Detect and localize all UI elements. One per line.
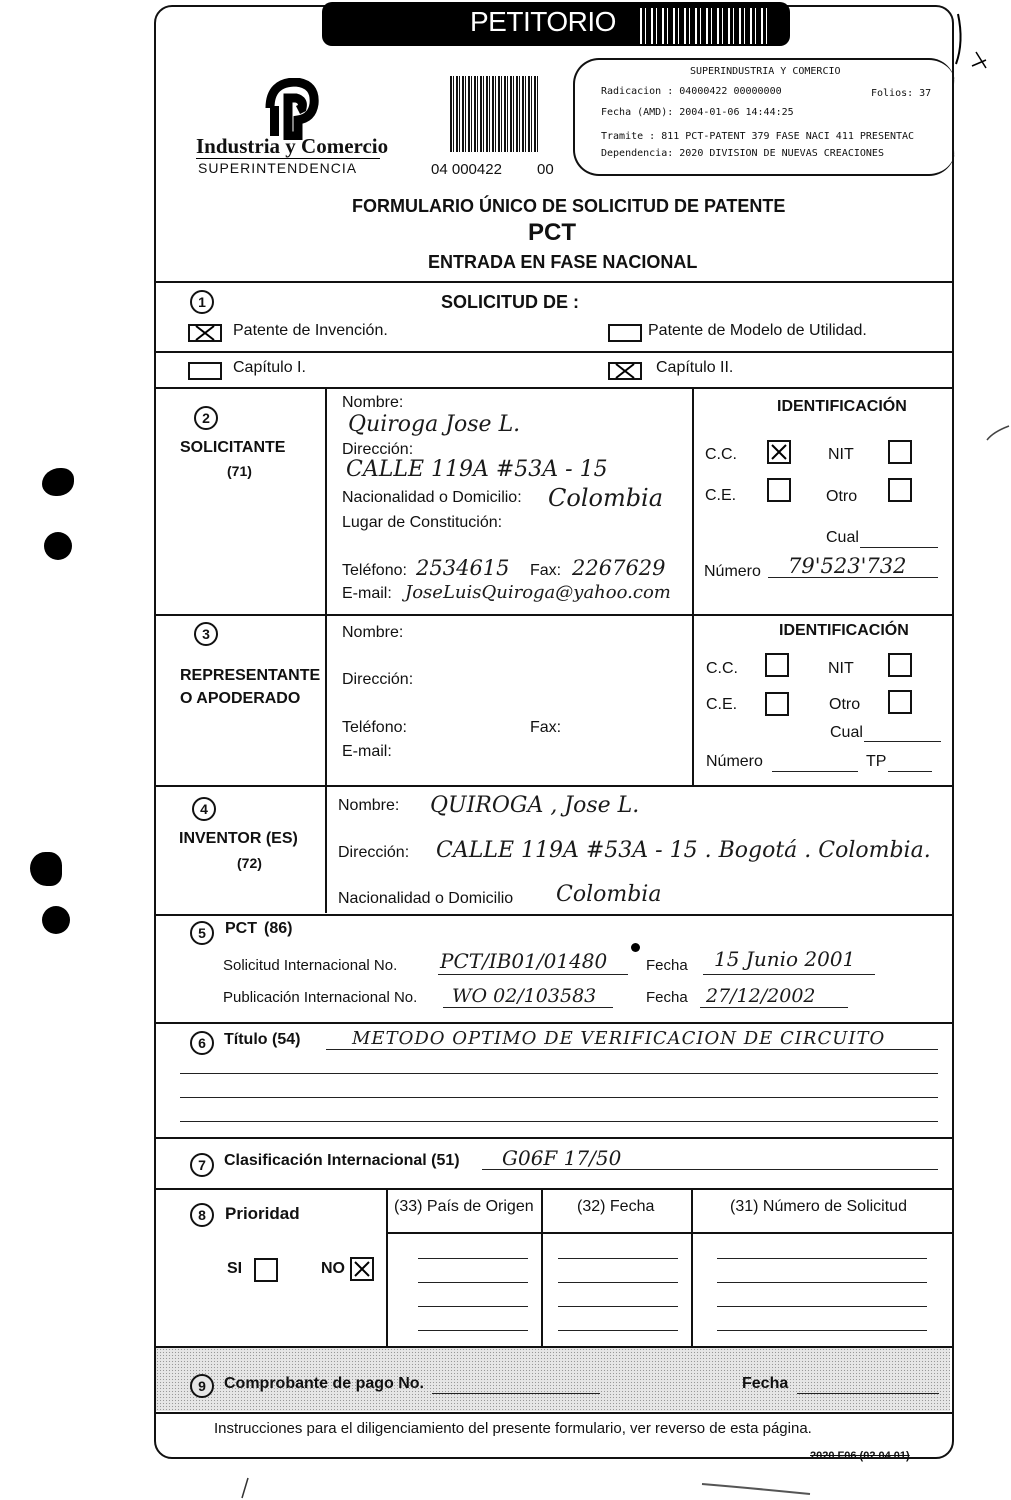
stamp-entity: SUPERINDUSTRIA Y COMERCIO [690, 66, 841, 77]
s5-code: (86) [264, 920, 293, 937]
stamp-folios: Folios: 37 [871, 88, 932, 99]
si-label: SI [227, 1260, 243, 1277]
prioridad-line [558, 1258, 678, 1259]
s5-title: PCT [225, 920, 257, 937]
prioridad-line [418, 1258, 528, 1259]
prioridad-line [558, 1330, 678, 1331]
numero-label: Número [706, 753, 763, 770]
banner-barcode [640, 8, 770, 44]
fax-label: Fax: [530, 562, 562, 579]
prioridad-line [418, 1330, 528, 1331]
section-number: 2 [194, 406, 218, 430]
s2-title: SOLICITANTE [180, 439, 286, 456]
clasificacion-value[interactable]: G06F 17/50 [502, 1146, 622, 1170]
ce-label: C.E. [706, 696, 738, 713]
fecha-label: Fecha [646, 989, 688, 1006]
prioridad-line [717, 1282, 927, 1283]
section-number: 8 [190, 1203, 214, 1227]
barcode-suffix: 00 [537, 161, 554, 178]
s6-title: Título (54) [224, 1031, 301, 1048]
divider [154, 1412, 952, 1414]
checkbox-ce[interactable] [767, 478, 791, 502]
form-title-line3: ENTRADA EN FASE NACIONAL [428, 252, 698, 272]
scan-artifact [42, 906, 70, 934]
divider [154, 387, 952, 389]
publicacion-fecha-value[interactable]: 27/12/2002 [706, 985, 816, 1007]
otro-label: Otro [829, 696, 861, 713]
s4-title: INVENTOR (ES) [179, 830, 298, 847]
s8-title: Prioridad [225, 1204, 300, 1223]
s1-title: SOLICITUD DE : [441, 292, 579, 312]
scan-artifact [30, 852, 62, 886]
cual-label: Cual [830, 724, 863, 741]
section-number: 9 [190, 1374, 214, 1398]
otro-label: Otro [826, 488, 858, 505]
cc-label: C.C. [706, 660, 738, 677]
s3-title-1: REPRESENTANTE [180, 667, 321, 684]
solicitante-nacionalidad[interactable]: Colombia [548, 484, 664, 512]
identificacion-title: IDENTIFICACIÓN [779, 622, 909, 639]
option-capitulo-1: Capítulo I. [233, 359, 306, 376]
nombre-label: Nombre: [338, 797, 400, 814]
divider [692, 387, 694, 785]
prioridad-line [717, 1306, 927, 1307]
tp-line [888, 771, 932, 772]
prioridad-line [717, 1330, 927, 1331]
checkbox-nit[interactable] [888, 440, 912, 464]
divider [386, 1188, 388, 1346]
scan-artifact [985, 420, 1011, 460]
direccion-label: Dirección: [342, 441, 414, 458]
identificacion-title: IDENTIFICACIÓN [777, 398, 907, 415]
stamp-tramite: Tramite : 811 PCT-PATENT 379 FASE NACI 411 PRESENTAC [601, 131, 915, 142]
direccion-label: Dirección: [338, 844, 410, 861]
solicitante-fax[interactable]: 2267629 [572, 556, 666, 580]
petitorio-title: PETITORIO [470, 6, 616, 37]
x-mark-icon [769, 442, 789, 462]
solicitante-numero[interactable]: 79'523'732 [788, 554, 907, 578]
barcode [450, 76, 538, 152]
clasificacion-line [482, 1169, 938, 1170]
telefono-label: Teléfono: [342, 719, 407, 736]
instructions: Instrucciones para el diligenciamiento del presente formulario, ver reverso de esta página. [214, 1420, 812, 1437]
cual-label: Cual [826, 529, 859, 546]
cual-line [860, 547, 938, 548]
telefono-label: Teléfono: [342, 562, 407, 579]
divider [154, 785, 952, 787]
stamp-radicacion: Radicacion : 04000422 00000000 [601, 86, 782, 97]
fecha-line [703, 974, 875, 975]
section-number: 4 [192, 797, 216, 821]
prioridad-line [418, 1306, 528, 1307]
stamp-fecha: Fecha (AMD): 2004-01-06 14:44:25 [601, 107, 794, 118]
section-number: 6 [190, 1031, 214, 1055]
section-number: 3 [194, 622, 218, 646]
x-mark-icon [352, 1259, 372, 1279]
nombre-label: Nombre: [342, 624, 404, 641]
checkbox-ce[interactable] [765, 692, 789, 716]
no-label: NO [321, 1260, 345, 1277]
nacionalidad-label: Nacionalidad o Domicilio [338, 890, 514, 907]
nacionalidad-label: Nacionalidad o Domicilio: [342, 489, 522, 506]
checkbox-prioridad-si[interactable] [254, 1258, 278, 1282]
form-title-line2: PCT [528, 219, 576, 246]
cual-line [864, 741, 941, 742]
section-number: 1 [190, 290, 214, 314]
prioridad-line [717, 1258, 927, 1259]
solicitud-internacional-label: Solicitud Internacional No. [223, 957, 398, 974]
divider [541, 1188, 543, 1346]
numero-label: Número [704, 563, 761, 580]
col-fecha: (32) Fecha [577, 1198, 655, 1215]
solicitante-direccion[interactable]: CALLE 119A #53A - 15 [346, 457, 608, 482]
tp-label: TP [866, 753, 887, 770]
option-patente-invencion: Patente de Invención. [233, 322, 388, 339]
prioridad-line [418, 1282, 528, 1283]
email-label: E-mail: [342, 743, 392, 760]
checkbox-capitulo-1[interactable] [188, 362, 222, 380]
solicitante-nombre[interactable]: Quiroga Jose L. [348, 412, 521, 437]
logo-title: Industria y Comercio [196, 134, 389, 158]
checkbox-otro[interactable] [888, 690, 912, 714]
titulo-line [180, 1121, 938, 1122]
fax-label: Fax: [530, 719, 562, 736]
divider [154, 351, 952, 353]
nombre-label: Nombre: [342, 394, 404, 411]
s2-code: (71) [227, 463, 252, 479]
ce-label: C.E. [705, 487, 737, 504]
x-mark-icon [194, 324, 216, 342]
titulo-line [326, 1049, 938, 1050]
solicitud-line [438, 974, 628, 975]
lugar-constitucion-label: Lugar de Constitución: [342, 514, 503, 531]
option-modelo-utilidad: Patente de Modelo de Utilidad. [648, 322, 867, 339]
publicacion-internacional-value[interactable]: WO 02/103583 [452, 985, 597, 1007]
fecha-line [700, 1007, 848, 1008]
form-title-line1: FORMULARIO ÚNICO DE SOLICITUD DE PATENTE [352, 196, 786, 216]
inventor-nombre[interactable]: QUIROGA , Jose L. [430, 793, 640, 818]
s9-fecha-label: Fecha [742, 1375, 789, 1392]
email-label: E-mail: [342, 585, 392, 602]
solicitud-internacional-value[interactable]: PCT/IB01/01480 [440, 949, 608, 973]
fecha-label: Fecha [646, 957, 688, 974]
s7-title: Clasificación Internacional (51) [224, 1152, 460, 1169]
s9-title: Comprobante de pago No. [224, 1375, 424, 1392]
superintendencia-logo-icon [262, 78, 322, 140]
divider [691, 1188, 693, 1346]
section-number: 7 [190, 1153, 214, 1177]
solicitante-email[interactable]: JoseLuisQuiroga@yahoo.com [405, 582, 671, 603]
titulo-line [180, 1073, 938, 1074]
nit-label: NIT [828, 660, 854, 677]
divider [154, 1188, 952, 1190]
checkbox-modelo-utilidad[interactable] [608, 324, 642, 342]
option-capitulo-2: Capítulo II. [656, 359, 734, 376]
nit-label: NIT [828, 446, 854, 463]
scan-artifact [44, 532, 72, 560]
divider [154, 1022, 952, 1024]
col-numero-solicitud: (31) Número de Solicitud [730, 1198, 907, 1215]
divider [154, 1137, 952, 1139]
stamp-dependencia: Dependencia: 2020 DIVISION DE NUEVAS CREACIONES [601, 148, 884, 159]
titulo-line [180, 1097, 938, 1098]
section-number: 5 [190, 921, 214, 945]
s4-code: (72) [237, 855, 262, 871]
barcode-number: 04 000422 [431, 161, 502, 178]
x-mark-icon [614, 362, 636, 380]
solicitud-fecha-value[interactable]: 15 Junio 2001 [714, 947, 856, 971]
publicacion-line [443, 1007, 613, 1008]
prioridad-line [558, 1306, 678, 1307]
logo-rule [196, 158, 380, 159]
form-code: 2020 F06 (02 04 01) [810, 1450, 910, 1462]
divider [325, 387, 327, 913]
divider [154, 614, 952, 616]
direccion-label: Dirección: [342, 671, 414, 688]
solicitante-telefono[interactable]: 2534615 [416, 556, 510, 580]
numero-line [768, 577, 938, 578]
titulo-value[interactable]: METODO OPTIMO DE VERIFICACION DE CIRCUITO [352, 1028, 886, 1049]
scan-artifact [700, 1480, 820, 1496]
s3-title-2: O APODERADO [180, 690, 301, 707]
inventor-direccion[interactable]: CALLE 119A #53A - 15 . Bogotá . Colombia. [436, 838, 931, 863]
publicacion-internacional-label: Publicación Internacional No. [223, 989, 418, 1006]
prioridad-line [558, 1282, 678, 1283]
logo-subtitle: SUPERINTENDENCIA [198, 160, 358, 176]
checkbox-cc[interactable] [765, 653, 789, 677]
checkbox-otro[interactable] [888, 478, 912, 502]
scan-artifact [230, 1476, 270, 1500]
scan-artifact [42, 468, 74, 496]
s9-fecha-line [797, 1393, 939, 1394]
checkbox-nit[interactable] [888, 653, 912, 677]
ink-dot [631, 943, 640, 952]
scan-artifact [950, 12, 990, 72]
comprobante-line [432, 1393, 600, 1394]
numero-line [772, 771, 858, 772]
divider [154, 281, 952, 283]
col-pais-origen: (33) País de Origen [394, 1198, 534, 1215]
inventor-nacionalidad[interactable]: Colombia [556, 882, 662, 907]
divider [154, 914, 952, 916]
divider [386, 1232, 952, 1234]
cc-label: C.C. [705, 446, 737, 463]
